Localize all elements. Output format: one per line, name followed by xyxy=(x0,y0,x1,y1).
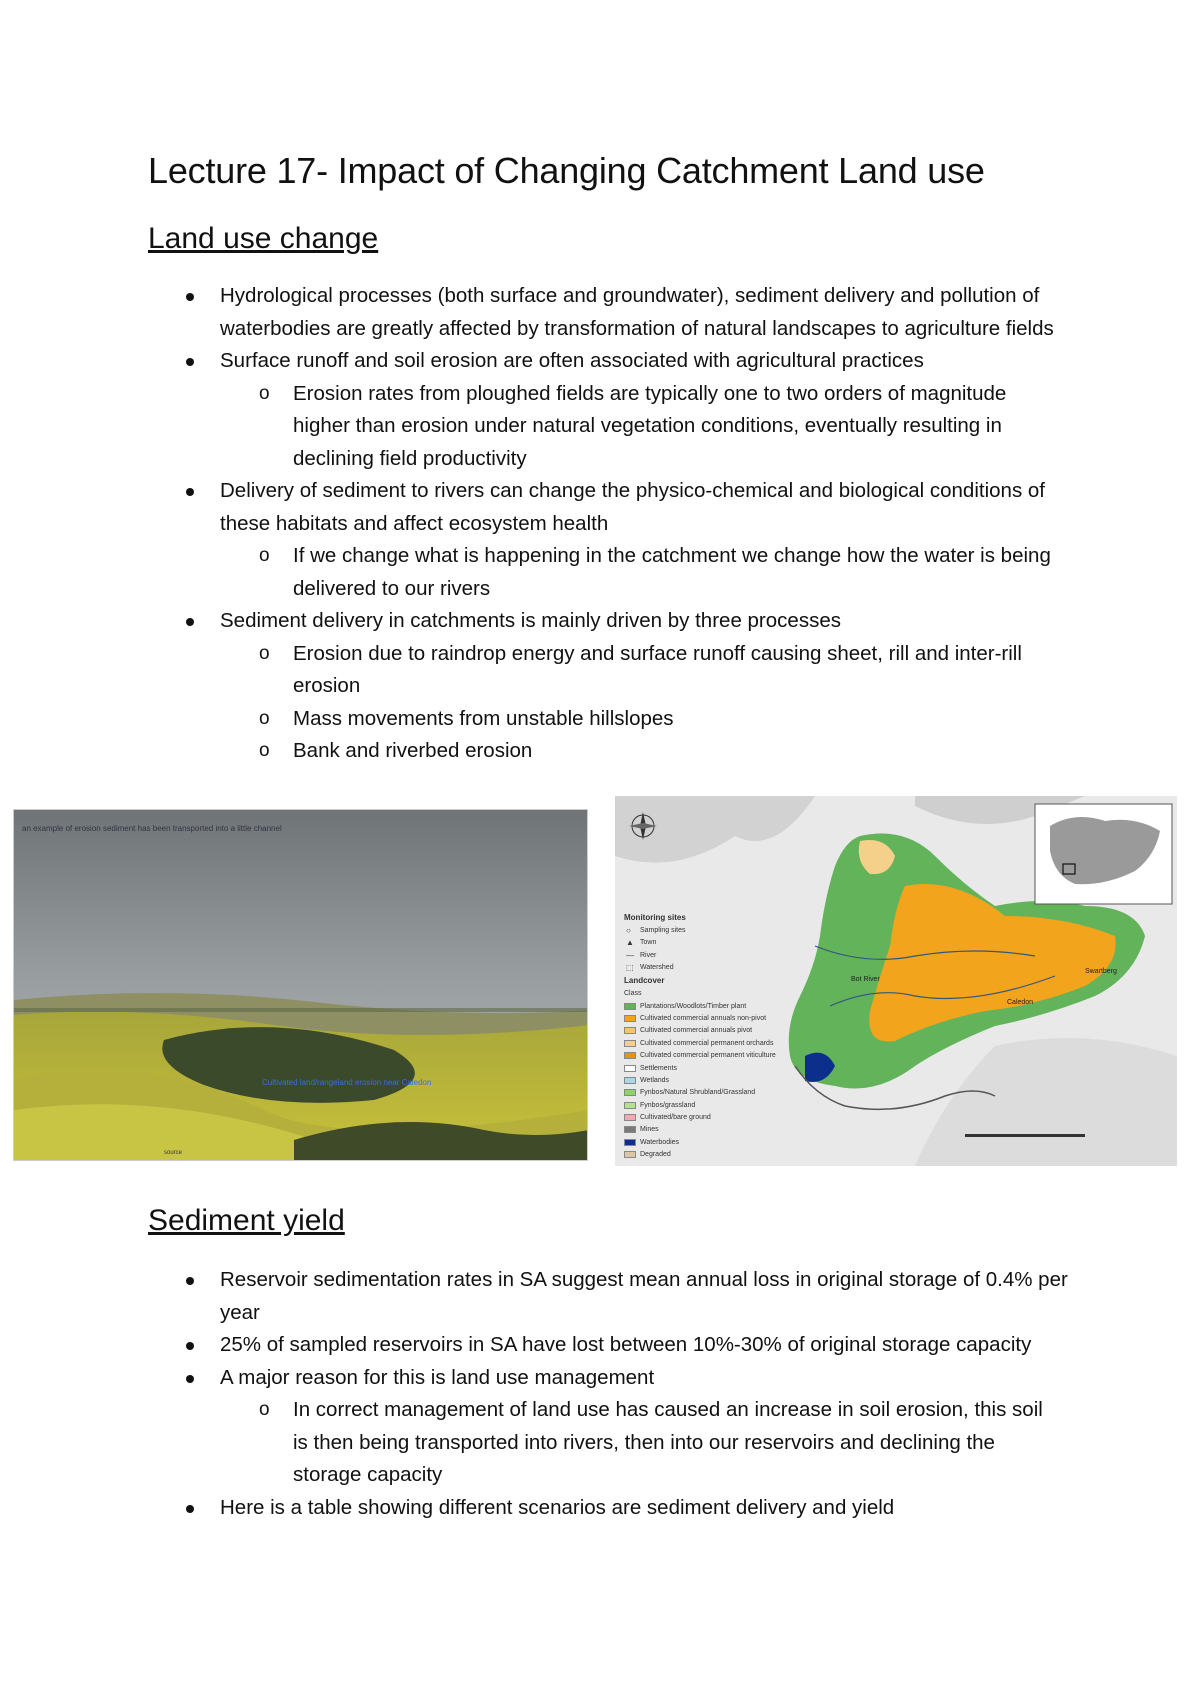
bullet-icon xyxy=(186,488,194,496)
page-title: Lecture 17- Impact of Changing Catchment Land use xyxy=(148,150,985,191)
photo-caption-bottom: source xyxy=(164,1150,183,1156)
map-label-swartberg: Swartberg xyxy=(1085,968,1117,975)
list-item: 25% of sampled reservoirs in SA have lost between 10%-30% of original storage capacity xyxy=(0,1329,1080,1362)
legend-class-row: Mines xyxy=(624,1123,784,1135)
list-item: o Erosion rates from ploughed fields are typically one to two orders of magnitude higher than erosion under natural vegetation conditions, eventually resulting in declining field productivity xyxy=(0,378,1063,476)
bullet-icon xyxy=(186,293,194,301)
legend-class-row: Fynbos/grassland xyxy=(624,1099,784,1111)
map-label-bot-river: Bot River xyxy=(851,976,880,983)
legend-class-row: Plantations/Woodlots/Timber plant xyxy=(624,1000,784,1012)
legend-swatch xyxy=(624,1089,636,1096)
list-item: Surface runoff and soil erosion are often associated with agricultural practices xyxy=(0,345,1080,378)
circle-bullet-icon: o xyxy=(259,707,270,729)
legend-swatch xyxy=(624,1077,636,1084)
legend-class-row: Wetlands xyxy=(624,1074,784,1086)
legend-swatch xyxy=(624,1126,636,1133)
bullet-icon xyxy=(186,1505,194,1513)
legend-class-row: Settlements xyxy=(624,1062,784,1074)
circle-bullet-icon: o xyxy=(259,545,270,566)
legend-swatch xyxy=(624,1015,636,1022)
legend-swatch xyxy=(624,1114,636,1121)
list-item: o If we change what is happening in the catchment we change how the water is being delivered to our rivers xyxy=(0,540,1063,605)
legend-class-row: Cultivated commercial permanent orchards xyxy=(624,1037,784,1049)
bullet-icon xyxy=(186,618,194,626)
legend-class-row: Cultivated commercial permanent viticulture xyxy=(624,1049,784,1061)
legend-swatch xyxy=(624,1151,636,1158)
photo-caption-mid: Cultivated land/rangeland erosion near Caledon xyxy=(262,1078,432,1087)
list-item: Hydrological processes (both surface and groundwater), sediment delivery and pollution of waterbodies are greatly affected by transformation of natural landscapes to agriculture fields xyxy=(0,280,1080,345)
legend-class-row: Cultivated/bare ground xyxy=(624,1111,784,1123)
bullet-icon xyxy=(186,358,194,366)
map-label-caledon: Caledon xyxy=(1007,999,1034,1006)
bullet-icon xyxy=(186,1375,194,1383)
legend-swatch xyxy=(624,1027,636,1034)
list-item: o In correct management of land use has caused an increase in soil erosion, this soil is then being transported into rivers, then into our reservoirs and declining the storage capacity xyxy=(0,1394,1063,1492)
bullet-icon xyxy=(186,1277,194,1285)
bullet-icon xyxy=(186,1342,194,1350)
legend-swatch xyxy=(624,1052,636,1059)
map-legend xyxy=(624,911,784,1161)
list-item: o Bank and riverbed erosion xyxy=(0,735,1063,768)
list-item: A major reason for this is land use management xyxy=(0,1362,1080,1395)
legend-swatch xyxy=(624,1065,636,1072)
circle-bullet-icon: o xyxy=(259,642,270,664)
section-heading-sediment-yield: Sediment yield xyxy=(148,1204,345,1237)
legend-swatch xyxy=(624,1139,636,1146)
legend-row: ▲ Town xyxy=(626,938,657,948)
sediment-yield-bullet-list xyxy=(0,1264,1200,1524)
legend-class-row: Cultivated commercial annuals pivot xyxy=(624,1024,784,1036)
land-use-bullet-list xyxy=(0,280,1200,768)
legend-class-row: Cultivated commercial annuals non-pivot xyxy=(624,1012,784,1024)
list-item: Here is a table showing different scenarios are sediment delivery and yield xyxy=(0,1492,1080,1525)
section-heading-land-use-change: Land use change xyxy=(148,222,379,255)
circle-bullet-icon: o xyxy=(259,740,270,761)
legend-swatch xyxy=(624,1003,636,1010)
landcover-map xyxy=(615,796,1177,1166)
legend-row: ○ Sampling sites xyxy=(626,926,686,935)
legend-class-row: Waterbodies xyxy=(624,1136,784,1148)
list-item: Sediment delivery in catchments is mainly driven by three processes xyxy=(0,605,1080,638)
legend-title: Monitoring sites xyxy=(624,913,686,922)
legend-class-row: Fynbos/Natural Shrubland/Grassland xyxy=(624,1086,784,1098)
legend-class-row: Degraded xyxy=(624,1148,784,1160)
list-item: Delivery of sediment to rivers can change the physico-chemical and biological conditions of these habitats and affect ecosystem health xyxy=(0,475,1080,540)
list-item: Reservoir sedimentation rates in SA suggest mean annual loss in original storage of 0.4% per year xyxy=(0,1264,1080,1329)
circle-bullet-icon: o xyxy=(259,382,270,404)
legend-class-list xyxy=(624,1000,784,1161)
list-item: o Erosion due to raindrop energy and surface runoff causing sheet, rill and inter-rill erosion xyxy=(0,638,1063,703)
legend-swatch xyxy=(624,1040,636,1047)
legend-landcover-title: Landcover xyxy=(624,975,665,985)
erosion-landscape-photo xyxy=(13,809,588,1161)
legend-row: ⬚ Watershed xyxy=(626,963,674,973)
legend-row: — River xyxy=(626,950,657,960)
photo-caption-top: an example of erosion sediment has been transported into a little channel xyxy=(22,824,282,833)
legend-swatch xyxy=(624,1102,636,1109)
circle-bullet-icon: o xyxy=(259,1399,270,1420)
landscape-illustration xyxy=(14,810,588,1161)
legend-landcover-subtitle: Class xyxy=(624,989,642,997)
list-item: o Mass movements from unstable hillslopes xyxy=(0,703,1063,736)
